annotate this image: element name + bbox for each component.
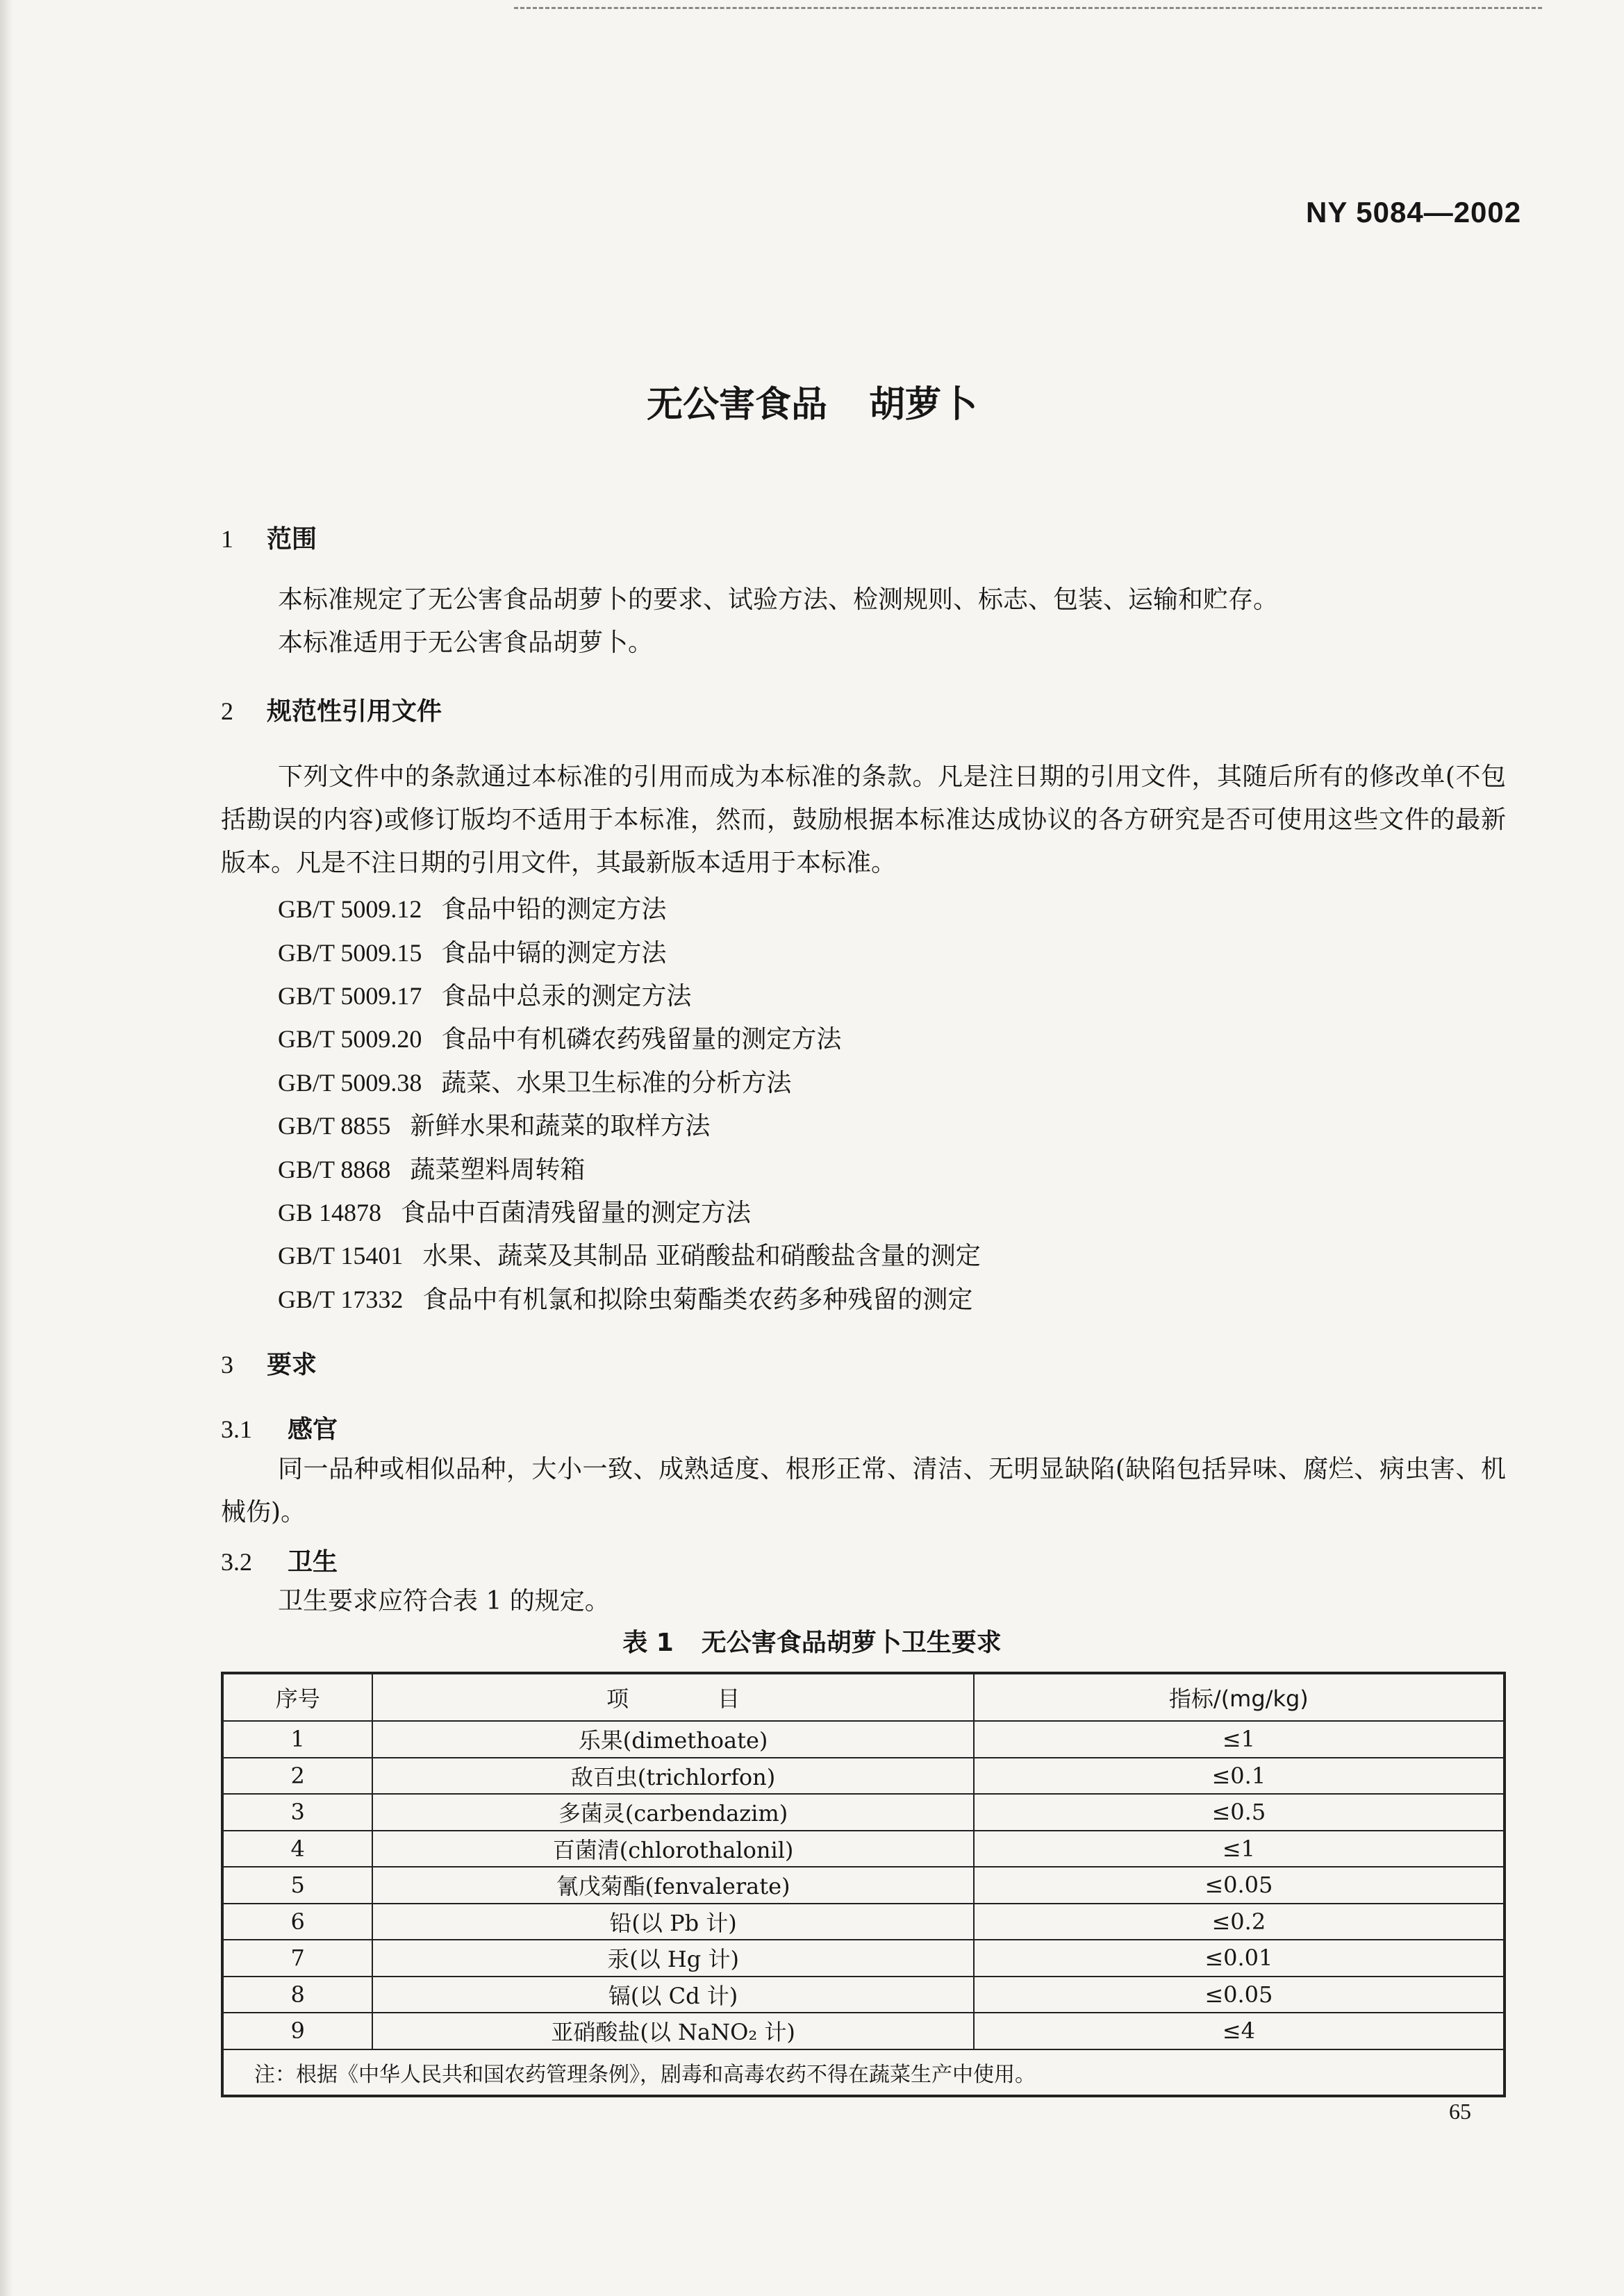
table-row: 5 氰戊菊酯(fenvalerate) ≤0.05 bbox=[222, 1867, 1505, 1904]
table-row: 8 镉(以 Cd 计) ≤0.05 bbox=[222, 1977, 1505, 2013]
table-row: 9 亚硝酸盐(以 NaNO₂ 计) ≤4 bbox=[222, 2013, 1505, 2049]
table-note: 注：根据《中华人民共和国农药管理条例》，剧毒和高毒农药不得在蔬菜生产中使用。 bbox=[222, 2049, 1505, 2096]
section-3-2-line: 卫生要求应符合表 1 的规定。 bbox=[278, 1587, 610, 1615]
table-note-row bbox=[222, 2049, 1505, 2096]
reference-item: GB/T 17332 食品中有机氯和拟除虫菊酯类农药多种残留的测定 bbox=[278, 1286, 973, 1314]
section-3-2-heading: 3.2 卫生 bbox=[221, 1548, 338, 1577]
scan-shadow bbox=[0, 0, 13, 2296]
document-number: NY 5084—2002 bbox=[1306, 196, 1522, 228]
header-item: 项 目 bbox=[372, 1673, 973, 1721]
table-row: 6 铅(以 Pb 计) ≤0.2 bbox=[222, 1904, 1505, 1940]
table-header-row bbox=[222, 1673, 1505, 1721]
table-row: 2 敌百虫(trichlorfon) ≤0.1 bbox=[222, 1758, 1505, 1795]
title-part-2: 胡萝卜 bbox=[869, 384, 978, 426]
page-number: 65 bbox=[1449, 2099, 1471, 2124]
reference-item: GB/T 15401 水果、蔬菜及其制品 亚硝酸盐和硝酸盐含量的测定 bbox=[278, 1242, 981, 1270]
table-row: 3 多菌灵(carbendazim) ≤0.5 bbox=[222, 1794, 1505, 1831]
section-3-1-paragraph: 同一品种或相似品种，大小一致、成熟适度、根形正常、清洁、无明显缺陷(缺陷包括异味、腐烂、病虫害、机械伤)。 bbox=[221, 1455, 1506, 1526]
section-2-paragraph: 下列文件中的条款通过本标准的引用而成为本标准的条款。凡是注日期的引用文件，其随后所有的修改单(不包括勘误的内容)或修订版均不适用于本标准，然而，鼓励根据本标准达成协议的各方研究是否可使用这些文件的最新版本。凡是不注日期的引用文件，其最新版本适用于本标准。 bbox=[221, 763, 1506, 877]
hygiene-requirements-table bbox=[221, 1672, 1506, 2097]
header-limit: 指标/(mg/kg) bbox=[974, 1673, 1505, 1721]
table-caption: 表 1 无公害食品胡萝卜卫生要求 bbox=[622, 1629, 1002, 1657]
reference-item: GB/T 5009.12 食品中铅的测定方法 bbox=[278, 895, 667, 924]
page-title bbox=[0, 375, 1624, 427]
table-row: 4 百菌清(chlorothalonil) ≤1 bbox=[222, 1831, 1505, 1867]
scan-top-edge bbox=[514, 7, 1542, 9]
section-1-line-1: 本标准规定了无公害食品胡萝卜的要求、试验方法、检测规则、标志、包装、运输和贮存。 bbox=[278, 585, 1279, 614]
table-row: 1 乐果(dimethoate) ≤1 bbox=[222, 1721, 1505, 1758]
reference-item: GB/T 5009.38 蔬菜、水果卫生标准的分析方法 bbox=[278, 1069, 792, 1097]
reference-item: GB 14878 食品中百菌清残留量的测定方法 bbox=[278, 1199, 752, 1227]
title-part-1: 无公害食品 bbox=[646, 384, 827, 426]
header-no: 序号 bbox=[222, 1673, 372, 1721]
section-3-heading: 3 要求 bbox=[221, 1351, 317, 1379]
reference-item: GB/T 5009.20 食品中有机磷农药残留量的测定方法 bbox=[278, 1025, 842, 1054]
reference-item: GB/T 5009.15 食品中镉的测定方法 bbox=[278, 939, 667, 967]
table-row: 7 汞(以 Hg 计) ≤0.01 bbox=[222, 1940, 1505, 1977]
reference-item: GB/T 8855 新鲜水果和蔬菜的取样方法 bbox=[278, 1112, 711, 1140]
section-2-heading: 2 规范性引用文件 bbox=[221, 697, 442, 726]
section-1-heading: 1 范围 bbox=[221, 525, 317, 554]
section-3-1-heading: 3.1 感官 bbox=[221, 1415, 338, 1444]
reference-item: GB/T 8868 蔬菜塑料周转箱 bbox=[278, 1156, 586, 1184]
section-1-line-2: 本标准适用于无公害食品胡萝卜。 bbox=[278, 629, 654, 657]
reference-item: GB/T 5009.17 食品中总汞的测定方法 bbox=[278, 982, 692, 1010]
